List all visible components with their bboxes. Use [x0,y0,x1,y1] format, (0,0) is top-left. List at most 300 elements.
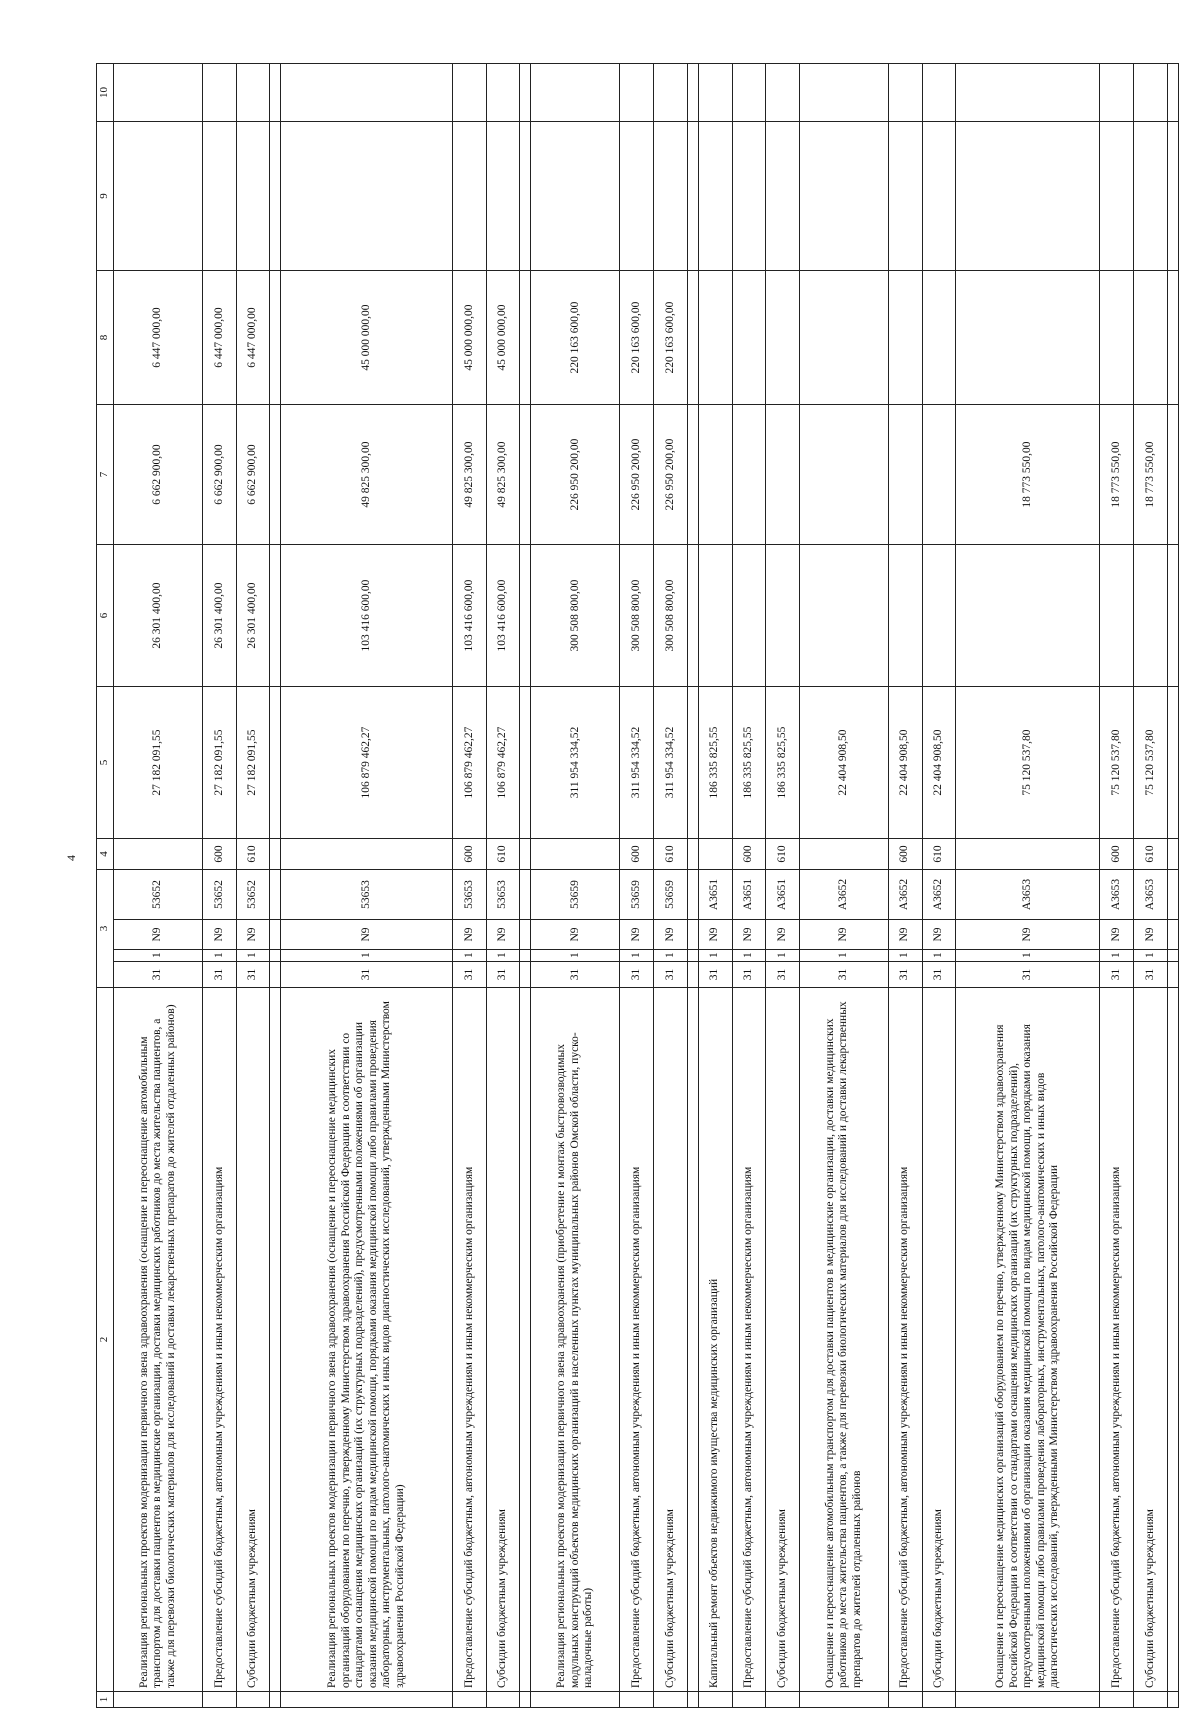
spacer-cell [520,870,531,920]
spacer-cell [687,271,698,405]
page-number: 4 [64,855,78,861]
amount-col-8: 45 000 000,00 [486,271,520,405]
code-part-3: N9 [453,920,487,950]
code-part-2: 1 [732,950,766,962]
code-part-4: 53653 [486,870,520,920]
spacer-row [270,64,281,1708]
amount-col-8 [922,271,956,405]
spacer-cell [687,687,698,839]
table-row [281,64,453,1708]
spacer-cell [687,1692,698,1708]
amount-col-6: 103 416 600,00 [281,545,453,687]
expense-type-code: 600 [732,839,766,870]
amount-col-6 [732,545,766,687]
code-part-3: N9 [732,920,766,950]
amount-col-7: 49 825 300,00 [281,405,453,545]
table-row [236,64,270,1708]
row-description: Субсидии бюджетным учреждениям [766,988,800,1692]
amount-col-7: 6 662 900,00 [202,405,236,545]
expense-type-code: 610 [766,839,800,870]
row-num-cell [531,1692,620,1708]
code-part-3: N9 [922,920,956,950]
code-part-1: 31 [281,962,453,988]
code-part-4: 53652 [114,870,203,920]
amount-col-6 [888,545,922,687]
spacer-cell [270,988,281,1692]
amount-col-9 [698,122,732,271]
code-part-2: 1 [486,950,520,962]
code-part-2: 1 [1134,950,1168,962]
amount-col-5: 311 954 334,52 [654,687,688,839]
amount-col-7: 226 950 200,00 [531,405,620,545]
spacer-cell [687,988,698,1692]
amount-col-10 [654,64,688,122]
amount-col-7: 18 773 550,00 [956,405,1100,545]
amount-col-10 [236,64,270,122]
amount-col-10 [799,64,888,122]
spacer-row [520,64,531,1708]
amount-col-6: 103 416 600,00 [486,545,520,687]
code-part-1: 31 [698,962,732,988]
table-row [922,64,956,1708]
col-header-9: 9 [97,122,114,271]
code-part-2: 1 [531,950,620,962]
row-description: Предоставление субсидий бюджетным, автономным учреждениям и иным некоммерческим организациям [453,988,487,1692]
spacer-cell [1168,962,1179,988]
spacer-cell [687,870,698,920]
code-part-1: 31 [654,962,688,988]
amount-col-9 [922,122,956,271]
table-row [486,64,520,1708]
budget-table [96,63,1179,1708]
amount-col-6: 300 508 800,00 [620,545,654,687]
row-description: Субсидии бюджетным учреждениям [922,988,956,1692]
amount-col-9 [799,122,888,271]
row-num-cell [732,1692,766,1708]
code-part-1: 31 [1100,962,1134,988]
code-part-1: 31 [766,962,800,988]
amount-col-10 [486,64,520,122]
amount-col-9 [956,122,1100,271]
expense-type-code: 600 [453,839,487,870]
amount-col-9 [620,122,654,271]
spacer-cell [1168,271,1179,405]
amount-col-5: 186 335 825,55 [732,687,766,839]
spacer-cell [687,545,698,687]
amount-col-10 [698,64,732,122]
code-part-2: 1 [202,950,236,962]
amount-col-5: 186 335 825,55 [766,687,800,839]
spacer-cell [520,122,531,271]
amount-col-6 [766,545,800,687]
code-part-3: N9 [698,920,732,950]
spacer-cell [270,870,281,920]
spacer-cell [520,64,531,122]
spacer-cell [520,687,531,839]
row-num-cell [654,1692,688,1708]
code-part-1: 31 [956,962,1100,988]
amount-col-6: 26 301 400,00 [236,545,270,687]
spacer-cell [1168,839,1179,870]
spacer-cell [270,1692,281,1708]
amount-col-7: 6 662 900,00 [236,405,270,545]
code-part-3: N9 [281,920,453,950]
spacer-cell [520,839,531,870]
code-part-4: A3653 [1134,870,1168,920]
row-description: Реализация региональных проектов модернизации первичного звена здравоохранения (приобретение и монтаж быстровозводимых модульных конструкций объектов медицинских организаций в населенных пунктах муниципальных районов Омской области, пуско-наладочные работы) [531,988,620,1692]
code-part-4: 53659 [531,870,620,920]
amount-col-7 [732,405,766,545]
amount-col-9 [114,122,203,271]
rotated-table-wrapper [96,64,1179,1708]
amount-col-6: 26 301 400,00 [202,545,236,687]
amount-col-5: 75 120 537,80 [1100,687,1134,839]
amount-col-9 [766,122,800,271]
amount-col-8: 45 000 000,00 [281,271,453,405]
row-description: Предоставление субсидий бюджетным, автономным учреждениям и иным некоммерческим организациям [202,988,236,1692]
row-description: Предоставление субсидий бюджетным, автономным учреждениям и иным некоммерческим организациям [888,988,922,1692]
amount-col-5: 311 954 334,52 [531,687,620,839]
amount-col-8: 6 447 000,00 [236,271,270,405]
row-num-cell [956,1692,1100,1708]
row-num-cell [766,1692,800,1708]
spacer-cell [1168,870,1179,920]
code-part-4: 53659 [620,870,654,920]
code-part-1: 31 [236,962,270,988]
table-body [114,64,1179,1708]
amount-col-10 [766,64,800,122]
table-row [799,64,888,1708]
code-part-3: N9 [1134,920,1168,950]
code-part-3: N9 [654,920,688,950]
row-description: Субсидии бюджетным учреждениям [236,988,270,1692]
amount-col-6: 300 508 800,00 [531,545,620,687]
code-part-1: 31 [1134,962,1168,988]
code-part-4: A3652 [922,870,956,920]
amount-col-7: 49 825 300,00 [486,405,520,545]
col-header-1: 1 [97,1692,114,1708]
amount-col-10 [281,64,453,122]
spacer-cell [1168,1692,1179,1708]
row-num-cell [1134,1692,1168,1708]
amount-col-10 [956,64,1100,122]
amount-col-9 [732,122,766,271]
amount-col-6 [956,545,1100,687]
amount-col-7: 18 773 550,00 [1134,405,1168,545]
row-num-cell [888,1692,922,1708]
amount-col-6: 26 301 400,00 [114,545,203,687]
code-part-4: A3653 [956,870,1100,920]
code-part-1: 31 [620,962,654,988]
row-num-cell [202,1692,236,1708]
row-description: Субсидии бюджетным учреждениям [654,988,688,1692]
spacer-cell [270,920,281,950]
code-part-3: N9 [799,920,888,950]
row-description: Реализация региональных проектов модернизации первичного звена здравоохранения (оснащение и переоснащение медицинских организаций оборудованием по перечню, утвержденному Министерством здравоохранения Российской Федерации в соответствии со стандартами оснащения медицинских организаций (их структурных подразделений), предусмотренными положениями об организации оказания медицинской помощи по видам медицинской помощи, порядками оказания медицинской помощи либо правилами проведения лабораторных, инструментальных, патолого-анатомических и иных видов диагностических исследований, утвержденными Министерством здравоохранения Российской Федерации) [281,988,453,1692]
amount-col-5: 311 954 334,52 [620,687,654,839]
spacer-cell [1168,405,1179,545]
spacer-row [687,64,698,1708]
amount-col-7 [888,405,922,545]
amount-col-8 [1134,271,1168,405]
expense-type-code: 610 [236,839,270,870]
row-description: Субсидии бюджетным учреждениям [486,988,520,1692]
code-part-3: N9 [1100,920,1134,950]
amount-col-8: 45 000 000,00 [453,271,487,405]
amount-col-10 [732,64,766,122]
code-part-3: N9 [236,920,270,950]
spacer-cell [520,1692,531,1708]
spacer-cell [1168,545,1179,687]
spacer-cell [520,950,531,962]
amount-col-8 [732,271,766,405]
row-num-cell [620,1692,654,1708]
amount-col-5: 106 879 462,27 [453,687,487,839]
expense-type-code: 610 [922,839,956,870]
amount-col-7 [922,405,956,545]
spacer-cell [1168,64,1179,122]
col-header-8: 8 [97,271,114,405]
row-description: Предоставление субсидий бюджетным, автономным учреждениям и иным некоммерческим организациям [1100,988,1134,1692]
code-part-3: N9 [620,920,654,950]
amount-col-9 [1100,122,1134,271]
code-part-2: 1 [698,950,732,962]
spacer-cell [270,122,281,271]
row-description: Реализация региональных проектов модернизации первичного звена здравоохранения (оснащение и переоснащение автомобильным транспортом для доставки пациентов в медицинские организации, доставки медицинских работников до места жительства пациентов, а также для перевозки биологических материалов для исследований и доставки лекарственных препаратов до жителей отдаленных районов) [114,988,203,1692]
spacer-cell [687,405,698,545]
code-part-3: N9 [888,920,922,950]
code-part-2: 1 [766,950,800,962]
amount-col-10 [1134,64,1168,122]
row-num-cell [281,1692,453,1708]
amount-col-8: 220 163 600,00 [654,271,688,405]
amount-col-5: 75 120 537,80 [956,687,1100,839]
expense-type-code [531,839,620,870]
col-header-6: 6 [97,545,114,687]
amount-col-10 [1100,64,1134,122]
amount-col-5: 22 404 908,50 [888,687,922,839]
code-part-4: 53653 [281,870,453,920]
expense-type-code: 610 [654,839,688,870]
table-row [956,64,1100,1708]
row-description: Оснащение и переоснащение автомобильным транспортом для доставки пациентов в медицинские организации, доставки медицинских работников до места жительства пациентов, а также для перевозки биологических материалов для исследований и доставки лекарственных препаратов до жителей отдаленных районов [799,988,888,1692]
amount-col-10 [202,64,236,122]
code-part-4: A3651 [732,870,766,920]
amount-col-6: 300 508 800,00 [654,545,688,687]
code-part-4: 53652 [202,870,236,920]
spacer-cell [687,920,698,950]
amount-col-6: 103 416 600,00 [453,545,487,687]
amount-col-5: 106 879 462,27 [281,687,453,839]
amount-col-5: 27 182 091,55 [236,687,270,839]
spacer-cell [1168,687,1179,839]
expense-type-code [799,839,888,870]
table-row [620,64,654,1708]
amount-col-7 [799,405,888,545]
amount-col-10 [453,64,487,122]
code-part-1: 31 [202,962,236,988]
code-part-2: 1 [453,950,487,962]
code-part-3: N9 [114,920,203,950]
code-part-1: 31 [888,962,922,988]
table-row [202,64,236,1708]
amount-col-5: 27 182 091,55 [202,687,236,839]
table-row [1100,64,1134,1708]
expense-type-code: 600 [1100,839,1134,870]
spacer-cell [270,950,281,962]
code-part-2: 1 [654,950,688,962]
row-description: Предоставление субсидий бюджетным, автономным учреждениям и иным некоммерческим организациям [620,988,654,1692]
amount-col-7: 226 950 200,00 [620,405,654,545]
code-part-2: 1 [956,950,1100,962]
row-num-cell [114,1692,203,1708]
amount-col-9 [453,122,487,271]
amount-col-8 [799,271,888,405]
amount-col-9 [1134,122,1168,271]
code-part-2: 1 [620,950,654,962]
amount-col-8: 220 163 600,00 [620,271,654,405]
code-part-4: A3651 [766,870,800,920]
code-part-3: N9 [956,920,1100,950]
code-part-3: N9 [531,920,620,950]
spacer-cell [520,920,531,950]
row-num-cell [922,1692,956,1708]
code-part-2: 1 [922,950,956,962]
amount-col-10 [620,64,654,122]
code-part-1: 31 [531,962,620,988]
code-part-4: A3651 [698,870,732,920]
amount-col-7 [766,405,800,545]
expense-type-code: 610 [1134,839,1168,870]
expense-type-code [698,839,732,870]
amount-col-5: 106 879 462,27 [486,687,520,839]
row-num-cell [236,1692,270,1708]
amount-col-8 [1100,271,1134,405]
spacer-cell [270,271,281,405]
amount-col-6 [698,545,732,687]
code-part-1: 31 [453,962,487,988]
amount-col-7: 226 950 200,00 [654,405,688,545]
amount-col-7: 18 773 550,00 [1100,405,1134,545]
amount-col-6 [922,545,956,687]
amount-col-7: 49 825 300,00 [453,405,487,545]
spacer-cell [687,962,698,988]
amount-col-6 [799,545,888,687]
row-num-cell [1100,1692,1134,1708]
code-part-4: A3652 [888,870,922,920]
amount-col-7: 6 662 900,00 [114,405,203,545]
col-header-4: 4 [97,839,114,870]
row-description: Оснащение и переоснащение медицинских организаций оборудованием по перечню, утвержденному Министерством здравоохранения Российской Федерации в соответствии со стандартами оснащения медицинских организаций (их структурных подразделений), предусмотренными положениями об организации оказания медицинской помощи по видам медицинской помощи, порядками оказания медицинской помощи либо правилами проведения лабораторных, инструментальных, патолого-анатомических и иных видов диагностических исследований, утвержденными Министерством здравоохранения Российской Федерации [956,988,1100,1692]
expense-type-code [114,839,203,870]
row-num-cell [799,1692,888,1708]
row-description: Субсидии бюджетным учреждениям [1134,988,1168,1692]
table-row [453,64,487,1708]
code-part-3: N9 [202,920,236,950]
spacer-cell [1168,988,1179,1692]
amount-col-6 [1100,545,1134,687]
spacer-cell [687,64,698,122]
column-number-row [97,64,114,1708]
row-description: Капитальный ремонт объектов недвижимого имущества медицинских организаций [698,988,732,1692]
amount-col-9 [888,122,922,271]
amount-col-8 [888,271,922,405]
spacer-cell [270,545,281,687]
table-row [114,64,203,1708]
code-part-4: 53652 [236,870,270,920]
amount-col-10 [531,64,620,122]
spacer-cell [1168,920,1179,950]
col-header-3: 3 [97,870,114,988]
code-part-1: 31 [732,962,766,988]
code-part-1: 31 [114,962,203,988]
amount-col-9 [202,122,236,271]
code-part-2: 1 [236,950,270,962]
spacer-cell [270,405,281,545]
amount-col-8 [698,271,732,405]
spacer-cell [270,839,281,870]
col-header-7: 7 [97,405,114,545]
amount-col-5: 22 404 908,50 [799,687,888,839]
amount-col-10 [922,64,956,122]
spacer-row [1168,64,1179,1708]
amount-col-9 [281,122,453,271]
spacer-cell [520,405,531,545]
expense-type-code: 610 [486,839,520,870]
spacer-cell [687,950,698,962]
expense-type-code: 600 [620,839,654,870]
code-part-4: A3652 [799,870,888,920]
table-row [1134,64,1168,1708]
amount-col-5: 22 404 908,50 [922,687,956,839]
row-num-cell [698,1692,732,1708]
col-header-10: 10 [97,64,114,122]
amount-col-5: 27 182 091,55 [114,687,203,839]
spacer-cell [520,988,531,1692]
table-row [654,64,688,1708]
amount-col-9 [236,122,270,271]
amount-col-10 [888,64,922,122]
code-part-2: 1 [114,950,203,962]
code-part-2: 1 [888,950,922,962]
code-part-4: A3653 [1100,870,1134,920]
spacer-cell [270,64,281,122]
amount-col-5: 186 335 825,55 [698,687,732,839]
expense-type-code: 600 [202,839,236,870]
spacer-cell [270,962,281,988]
expense-type-code [956,839,1100,870]
amount-col-8: 6 447 000,00 [114,271,203,405]
code-part-3: N9 [766,920,800,950]
code-part-3: N9 [486,920,520,950]
amount-col-9 [654,122,688,271]
col-header-5: 5 [97,687,114,839]
table-row [698,64,732,1708]
code-part-4: 53659 [654,870,688,920]
amount-col-8: 6 447 000,00 [202,271,236,405]
table-row [766,64,800,1708]
code-part-2: 1 [281,950,453,962]
spacer-cell [687,122,698,271]
amount-col-8 [766,271,800,405]
spacer-cell [270,687,281,839]
spacer-cell [1168,122,1179,271]
col-header-2: 2 [97,988,114,1692]
spacer-cell [520,962,531,988]
amount-col-7 [698,405,732,545]
amount-col-5: 75 120 537,80 [1134,687,1168,839]
code-part-1: 31 [486,962,520,988]
